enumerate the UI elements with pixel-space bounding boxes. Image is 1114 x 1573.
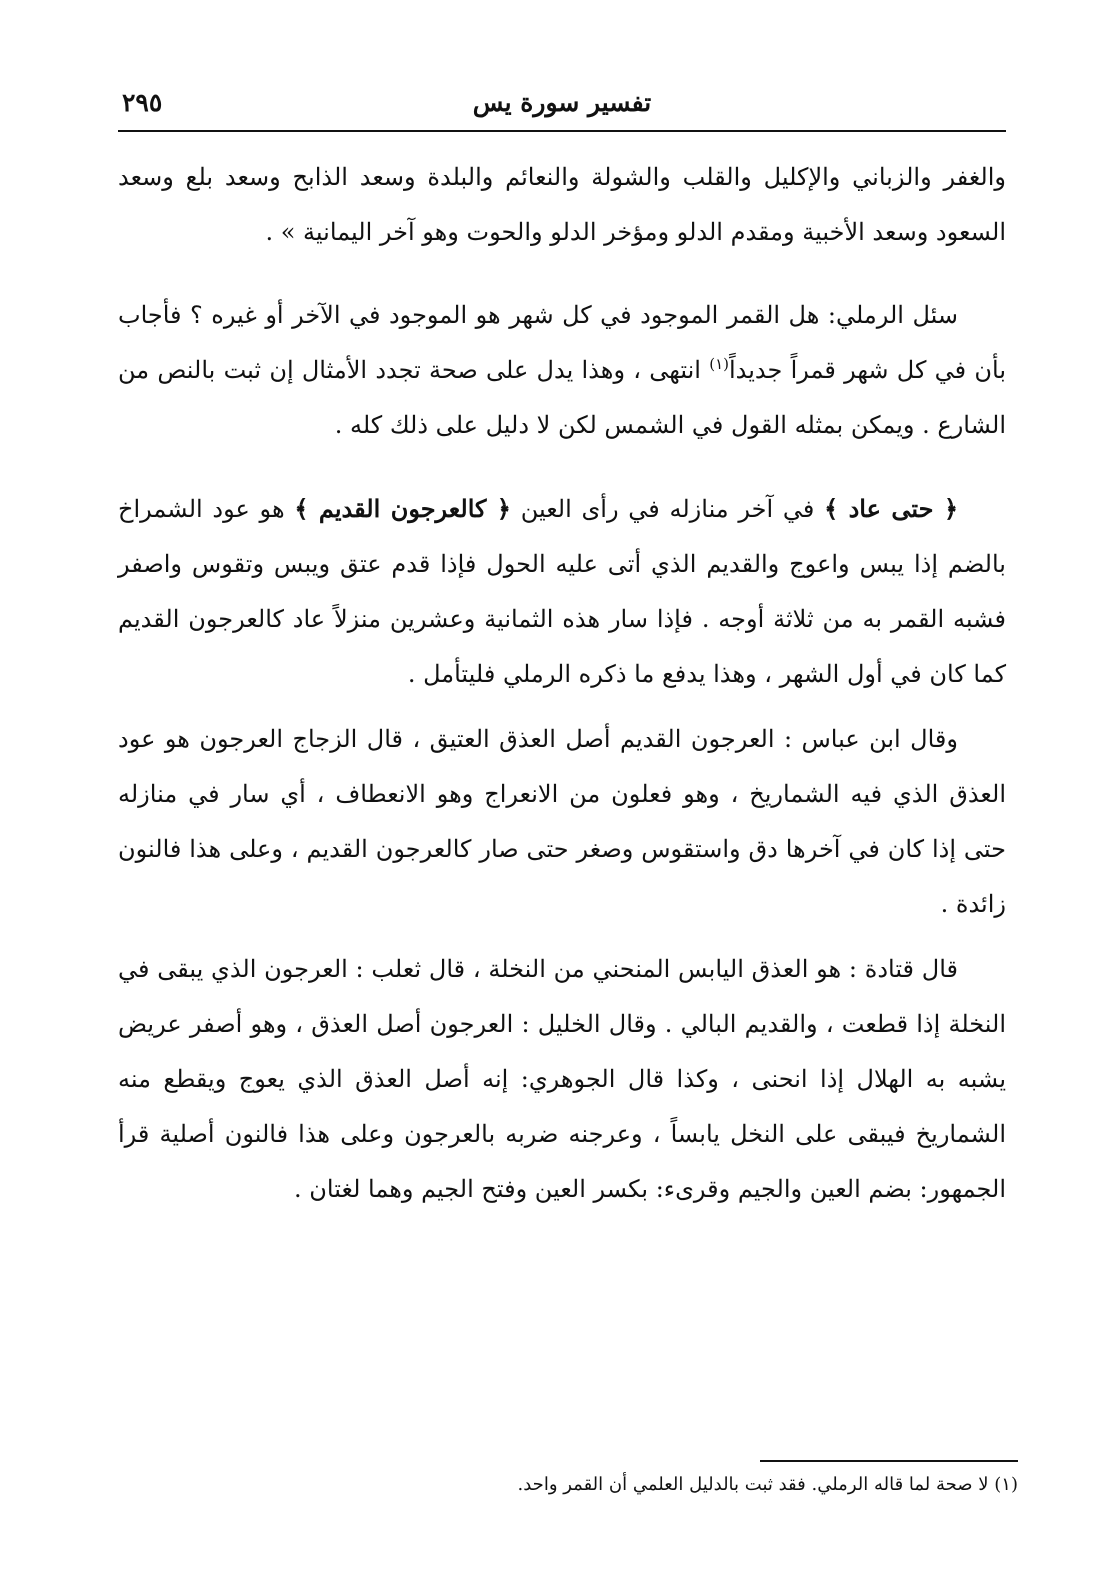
footnote: (١) لا صحة لما قاله الرملي. فقد ثبت بالدليل العلمي أن القمر واحد. (517, 1474, 1018, 1495)
paragraph-1: والغفر والزباني والإكليل والقلب والشولة والنعائم والبلدة وسعد الذابح وسعد بلع وسعد السعود وسعد الأخبية ومقدم الدلو ومؤخر الدلو والحوت وهو آخر اليمانية » . (118, 163, 1006, 246)
page-number: ٢٩٥ (122, 88, 163, 117)
paragraph-2-text-b: انتهى ، وهذا يدل على صحة تجدد الأمثال إن ثبت بالنص من الشارع . ويمكن بمثله القول في الشمس لكن لا دليل على ذلك كله . (118, 356, 1006, 439)
header-rule (118, 130, 1006, 132)
paragraph-5: قال قتادة : هو العذق اليابس المنحني من النخلة ، قال ثعلب : العرجون الذي يبقى في النخلة إذا قطعت ، والقديم البالي . وقال الخليل : العرجون أصل العذق ، وهو أصفر عريض يشبه به الهلال إذا انحنى ، وكذا قال الجوهري: إنه أصل العذق الذي يعوج ويقطع منه الشماريخ فيبقى على النخل يابساً ، وعرجنه ضربه بالعرجون وعلى هذا فالنون أصلية قرأ الجمهور: بضم العين والجيم وقرىء: بكسر العين وفتح الجيم وهما لغتان . (118, 955, 1007, 1203)
paragraph-4: وقال ابن عباس : العرجون القديم أصل العذق العتيق ، قال الزجاج العرجون هو عود العذق الذي فيه الشماريخ ، وهو فعلون من الانعراج وهو الانعطاف ، أي سار في منازله حتى إذا كان في آخرها دق واستقوس وصغر حتى صار كالعرجون القديم ، وعلى هذا فالنون زائدة . (118, 725, 1006, 918)
quran-phrase-1: ﴿ حتى عاد ﴾ (824, 494, 959, 523)
running-title: تفسير سورة يس (472, 88, 652, 117)
paragraph-2 (118, 288, 1006, 453)
footnote-rule (760, 1460, 1018, 1462)
paragraph-3-text-a: في آخر منازله في رأى العين (510, 495, 825, 523)
main-text (118, 150, 1006, 1217)
paragraph-3 (118, 481, 1006, 702)
paragraph-3-text-b: هو عود الشمراخ بالضم إذا يبس واعوج والقديم الذي أتى عليه الحول فإذا قدم عتق ويبس وتقوس واصفر فشبه القمر به من ثلاثة أوجه . فإذا سار هذه الثمانية وعشرين منزلاً عاد كالعرجون القديم كما كان في أول الشهر ، وهذا يدفع ما ذكره الرملي فليتأمل . (118, 495, 1006, 688)
footnote-marker: (١) (709, 355, 729, 373)
paragraph-2-text-a: سئل الرملي: هل القمر الموجود في كل شهر هو الموجود في الآخر أو غيره ؟ فأجاب بأن في كل شهر قمراً جديداً (118, 301, 1006, 384)
quran-phrase-2: ﴿ كالعرجون القديم ﴾ (294, 494, 511, 523)
page-header (118, 86, 1006, 126)
